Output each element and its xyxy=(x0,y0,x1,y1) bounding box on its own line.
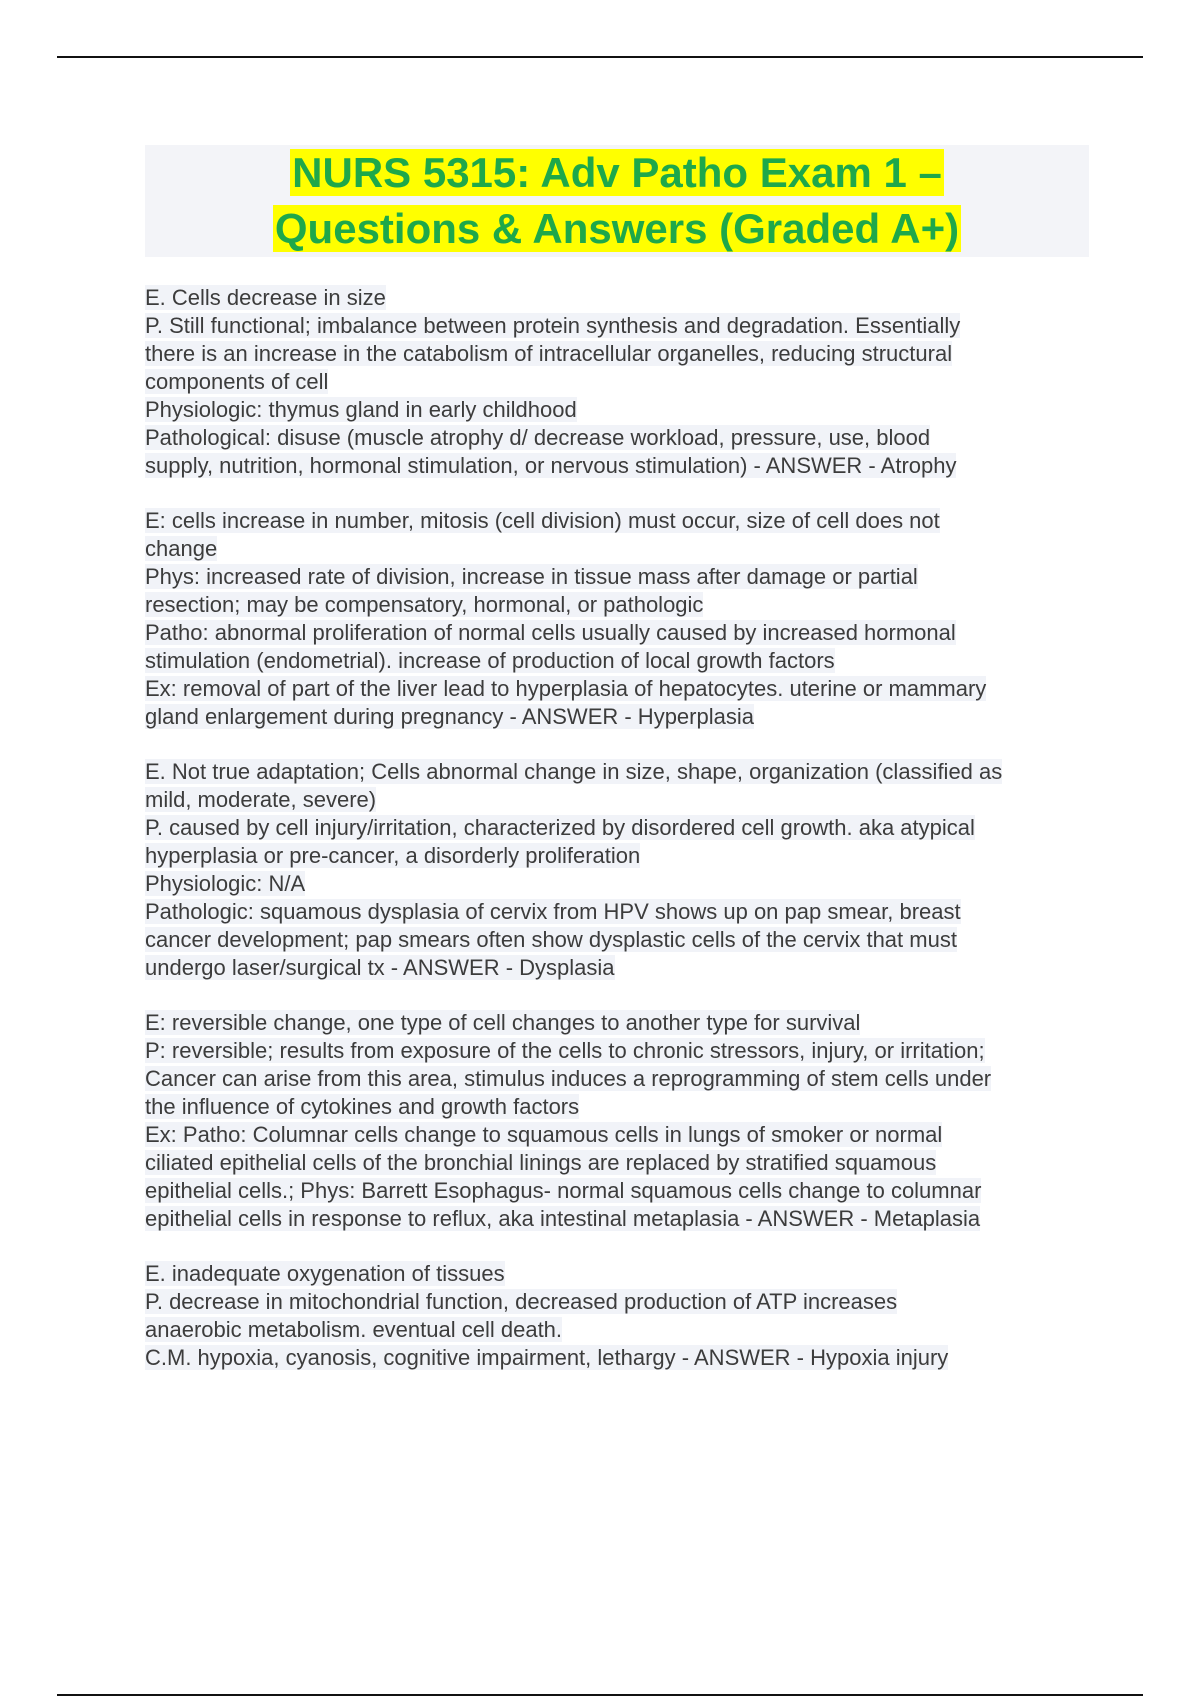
qa-line-text: Pathologic: squamous dysplasia of cervix from HPV shows up on pap smear, breast xyxy=(145,899,961,924)
qa-line xyxy=(145,954,1095,982)
qa-line-text: E. inadequate oxygenation of tissues xyxy=(145,1261,505,1286)
qa-line xyxy=(145,647,1095,675)
qa-line-text: P. Still functional; imbalance between protein synthesis and degradation. Essentially xyxy=(145,313,961,338)
qa-line-text: there is an increase in the catabolism of intracellular organelles, reducing structural xyxy=(145,341,953,366)
qa-line-text: components of cell xyxy=(145,369,329,394)
qa-line-text: ciliated epithelial cells of the bronchial linings are replaced by stratified squamous xyxy=(145,1150,937,1175)
qa-line-text: Ex: removal of part of the liver lead to hyperplasia of hepatocytes. uterine or mammary xyxy=(145,676,987,701)
qa-line xyxy=(145,424,1095,452)
qa-line-text: Physiologic: N/A xyxy=(145,871,306,896)
qa-line xyxy=(145,452,1095,480)
qa-line-text: Cancer can arise from this area, stimulus induces a reprogramming of stem cells under xyxy=(145,1066,992,1091)
qa-line-text: gland enlargement during pregnancy - ANSWER - Hyperplasia xyxy=(145,704,754,729)
qa-line-text: change xyxy=(145,536,218,561)
qa-line xyxy=(145,1177,1095,1205)
qa-block xyxy=(145,1260,1095,1372)
qa-line xyxy=(145,368,1095,396)
qa-line-text: E. Cells decrease in size xyxy=(145,285,386,310)
qa-line-text: Phys: increased rate of division, increase in tissue mass after damage or partial xyxy=(145,564,918,589)
qa-line xyxy=(145,1316,1095,1344)
qa-line xyxy=(145,1205,1095,1233)
qa-line xyxy=(145,396,1095,424)
qa-line xyxy=(145,786,1095,814)
qa-line-text: anaerobic metabolism. eventual cell death. xyxy=(145,1317,563,1342)
qa-line-text: resection; may be compensatory, hormonal, or pathologic xyxy=(145,592,704,617)
qa-line xyxy=(145,1037,1095,1065)
qa-line-text: the influence of cytokines and growth factors xyxy=(145,1094,580,1119)
title-line-2: Questions & Answers (Graded A+) xyxy=(274,205,960,252)
qa-block xyxy=(145,507,1095,731)
qa-line xyxy=(145,591,1095,619)
qa-line xyxy=(145,1065,1095,1093)
qa-line xyxy=(145,1288,1095,1316)
qa-line-text: Ex: Patho: Columnar cells change to squamous cells in lungs of smoker or normal xyxy=(145,1122,943,1147)
qa-line-text: E: reversible change, one type of cell changes to another type for survival xyxy=(145,1010,861,1035)
qa-line-text: epithelial cells in response to reflux, aka intestinal metaplasia - ANSWER - Metaplasia xyxy=(145,1206,981,1231)
qa-line xyxy=(145,1093,1095,1121)
qa-line-text: mild, moderate, severe) xyxy=(145,787,377,812)
qa-block xyxy=(145,758,1095,982)
qa-line-text: C.M. hypoxia, cyanosis, cognitive impairment, lethargy - ANSWER - Hypoxia injury xyxy=(145,1345,949,1370)
qa-line-text: supply, nutrition, hormonal stimulation, or nervous stimulation) - ANSWER - Atrophy xyxy=(145,453,957,478)
qa-line xyxy=(145,284,1095,312)
qa-line-text: undergo laser/surgical tx - ANSWER - Dysplasia xyxy=(145,955,615,980)
qa-line xyxy=(145,563,1095,591)
qa-line xyxy=(145,758,1095,786)
qa-line xyxy=(145,926,1095,954)
qa-line xyxy=(145,1121,1095,1149)
top-divider xyxy=(57,56,1143,58)
qa-line-text: E. Not true adaptation; Cells abnormal change in size, shape, organization (classified as xyxy=(145,759,1003,784)
qa-line xyxy=(145,619,1095,647)
qa-line xyxy=(145,1260,1095,1288)
qa-line xyxy=(145,535,1095,563)
qa-line xyxy=(145,507,1095,535)
qa-block xyxy=(145,284,1095,480)
qa-line xyxy=(145,340,1095,368)
qa-line xyxy=(145,898,1095,926)
qa-line-text: E: cells increase in number, mitosis (cell division) must occur, size of cell does not xyxy=(145,508,940,533)
qa-line xyxy=(145,870,1095,898)
qa-line-text: stimulation (endometrial). increase of production of local growth factors xyxy=(145,648,835,673)
qa-line xyxy=(145,1009,1095,1037)
qa-line-text: hyperplasia or pre-cancer, a disorderly proliferation xyxy=(145,843,641,868)
document-body xyxy=(145,284,1095,1399)
qa-line-text: epithelial cells.; Phys: Barrett Esophagus- normal squamous cells change to columnar xyxy=(145,1178,982,1203)
qa-line-text: Physiologic: thymus gland in early childhood xyxy=(145,397,577,422)
qa-line-text: Pathological: disuse (muscle atrophy d/ decrease workload, pressure, use, blood xyxy=(145,425,931,450)
qa-line xyxy=(145,1344,1095,1372)
qa-line-text: Patho: abnormal proliferation of normal cells usually caused by increased hormonal xyxy=(145,620,956,645)
qa-line-text: P. caused by cell injury/irritation, characterized by disordered cell growth. aka atypical xyxy=(145,815,975,840)
qa-line xyxy=(145,675,1095,703)
qa-line xyxy=(145,312,1095,340)
qa-line xyxy=(145,814,1095,842)
qa-line xyxy=(145,1149,1095,1177)
qa-line-text: P. decrease in mitochondrial function, decreased production of ATP increases xyxy=(145,1289,898,1314)
qa-line-text: cancer development; pap smears often show dysplastic cells of the cervix that must xyxy=(145,927,957,952)
document-title xyxy=(145,145,1089,257)
qa-line-text: P: reversible; results from exposure of the cells to chronic stressors, injury, or irritation; xyxy=(145,1038,985,1063)
qa-block xyxy=(145,1009,1095,1233)
title-line-1: NURS 5315: Adv Patho Exam 1 – xyxy=(292,149,942,196)
qa-line xyxy=(145,703,1095,731)
bottom-divider xyxy=(57,1694,1143,1696)
qa-line xyxy=(145,842,1095,870)
